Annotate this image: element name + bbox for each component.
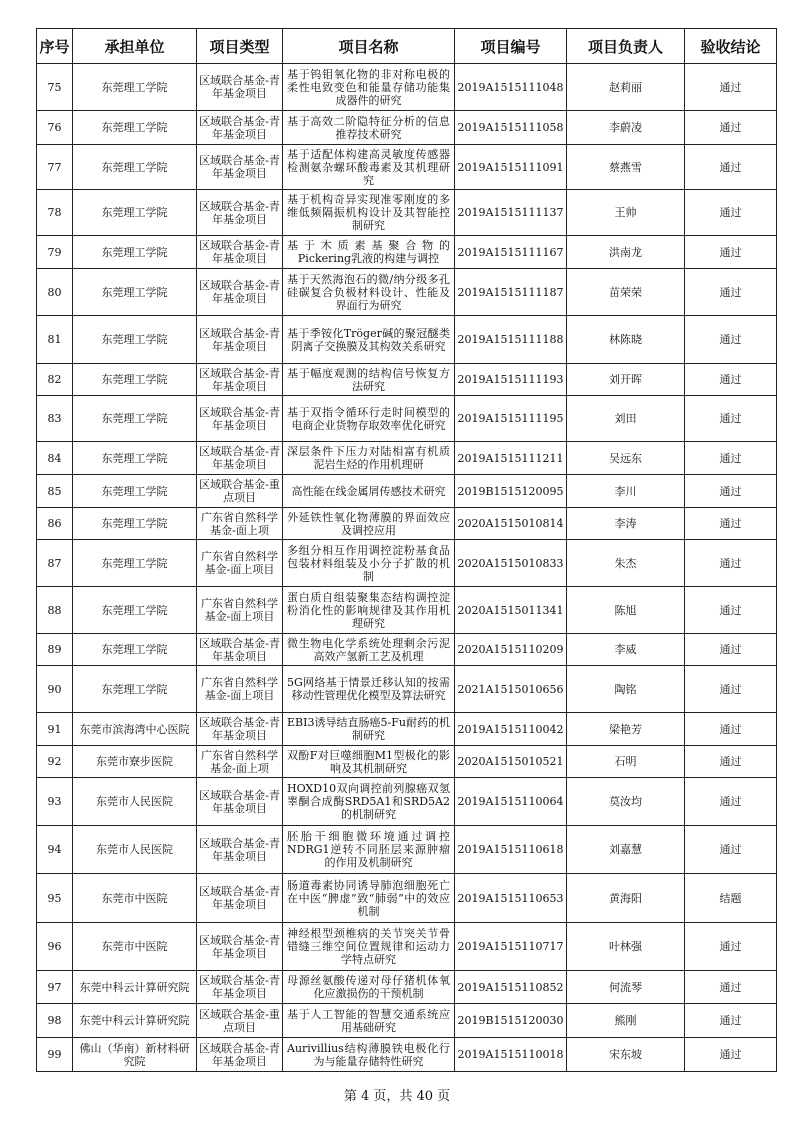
- type-cell: 区域联合基金-青年基金项目: [197, 190, 283, 236]
- name-cell: 外延铁性氧化物薄膜的界面效应及调控应用: [283, 508, 455, 540]
- result-cell: 通过: [685, 778, 777, 826]
- unit-cell: 东莞理工学院: [73, 587, 197, 634]
- leader-cell: 李威: [567, 634, 685, 666]
- code-cell: 2020A1515010814: [455, 508, 567, 540]
- name-cell: 深层条件下压力对陆相富有机质泥岩生烃的作用机理研: [283, 442, 455, 475]
- unit-cell: 东莞市中医院: [73, 874, 197, 923]
- row-number: 94: [37, 826, 73, 874]
- leader-cell: 黄海阳: [567, 874, 685, 923]
- header-cell: 承担单位: [73, 29, 197, 64]
- leader-cell: 李川: [567, 475, 685, 508]
- table-row: [37, 778, 777, 826]
- type-cell: 区域联合基金-青年基金项目: [197, 111, 283, 145]
- code-cell: 2019A1515111211: [455, 442, 567, 475]
- code-cell: 2019A1515111193: [455, 364, 567, 396]
- unit-cell: 东莞理工学院: [73, 666, 197, 713]
- code-cell: 2019A1515110653: [455, 874, 567, 923]
- type-cell: 区域联合基金-青年基金项目: [197, 923, 283, 971]
- row-number: 75: [37, 64, 73, 111]
- name-cell: 5G网络基于情景迁移认知的按需移动性管理优化模型及算法研究: [283, 666, 455, 713]
- type-cell: 区域联合基金-青年基金项目: [197, 145, 283, 190]
- code-cell: 2019A1515111195: [455, 396, 567, 442]
- result-cell: 通过: [685, 746, 777, 778]
- header-cell: 项目名称: [283, 29, 455, 64]
- table-row: [37, 1038, 777, 1072]
- header-cell: 项目负责人: [567, 29, 685, 64]
- result-cell: 通过: [685, 1004, 777, 1038]
- code-cell: 2019A1515111187: [455, 269, 567, 316]
- result-cell: 通过: [685, 508, 777, 540]
- table-row: [37, 1004, 777, 1038]
- name-cell: 基于人工智能的智慧交通系统应用基础研究: [283, 1004, 455, 1038]
- table-row: [37, 269, 777, 316]
- header-cell: 序号: [37, 29, 73, 64]
- result-cell: 通过: [685, 396, 777, 442]
- name-cell: HOXD10双向调控前列腺癌双氢睾酮合成酶SRD5A1和SRD5A2的机制研究: [283, 778, 455, 826]
- name-cell: 蛋白质自组装聚集态结构调控淀粉消化性的影响规律及其作用机理研究: [283, 587, 455, 634]
- type-cell: 区域联合基金-青年基金项目: [197, 826, 283, 874]
- table-row: [37, 540, 777, 587]
- row-number: 81: [37, 316, 73, 364]
- row-number: 91: [37, 713, 73, 746]
- type-cell: 广东省自然科学基金-面上项目: [197, 540, 283, 587]
- result-cell: 通过: [685, 269, 777, 316]
- unit-cell: 东莞理工学院: [73, 236, 197, 269]
- table-row: [37, 236, 777, 269]
- row-number: 85: [37, 475, 73, 508]
- type-cell: 区域联合基金-青年基金项目: [197, 396, 283, 442]
- leader-cell: 刘嘉慧: [567, 826, 685, 874]
- table-row: [37, 475, 777, 508]
- type-cell: 区域联合基金-青年基金项目: [197, 64, 283, 111]
- name-cell: 基于季铵化Tröger碱的聚冠醚类阴离子交换膜及其构效关系研究: [283, 316, 455, 364]
- unit-cell: 东莞理工学院: [73, 111, 197, 145]
- type-cell: 区域联合基金-青年基金项目: [197, 634, 283, 666]
- name-cell: 基于机构奇异实现准零刚度的多维低频隔振机构设计及其智能控制研究: [283, 190, 455, 236]
- result-cell: 通过: [685, 923, 777, 971]
- row-number: 78: [37, 190, 73, 236]
- row-number: 95: [37, 874, 73, 923]
- code-cell: 2019B1515120030: [455, 1004, 567, 1038]
- row-number: 80: [37, 269, 73, 316]
- unit-cell: 佛山（华南）新材料研究院: [73, 1038, 197, 1072]
- type-cell: 区域联合基金-青年基金项目: [197, 316, 283, 364]
- table-row: [37, 713, 777, 746]
- result-cell: 通过: [685, 475, 777, 508]
- unit-cell: 东莞理工学院: [73, 634, 197, 666]
- result-cell: 通过: [685, 587, 777, 634]
- unit-cell: 东莞市中医院: [73, 923, 197, 971]
- code-cell: 2019A1515111058: [455, 111, 567, 145]
- unit-cell: 东莞理工学院: [73, 145, 197, 190]
- leader-cell: 梁艳芳: [567, 713, 685, 746]
- header-cell: 验收结论: [685, 29, 777, 64]
- result-cell: 结题: [685, 874, 777, 923]
- row-number: 96: [37, 923, 73, 971]
- table-row: [37, 364, 777, 396]
- row-number: 82: [37, 364, 73, 396]
- table-row: [37, 508, 777, 540]
- leader-cell: 王帅: [567, 190, 685, 236]
- table-row: [37, 923, 777, 971]
- row-number: 83: [37, 396, 73, 442]
- type-cell: 区域联合基金-青年基金项目: [197, 874, 283, 923]
- code-cell: 2019A1515110064: [455, 778, 567, 826]
- unit-cell: 东莞理工学院: [73, 64, 197, 111]
- result-cell: 通过: [685, 190, 777, 236]
- leader-cell: 苗荣荣: [567, 269, 685, 316]
- row-number: 99: [37, 1038, 73, 1072]
- code-cell: 2019A1515110018: [455, 1038, 567, 1072]
- table-row: [37, 316, 777, 364]
- result-cell: 通过: [685, 540, 777, 587]
- result-cell: 通过: [685, 316, 777, 364]
- row-number: 98: [37, 1004, 73, 1038]
- result-cell: 通过: [685, 364, 777, 396]
- table-row: [37, 64, 777, 111]
- unit-cell: 东莞理工学院: [73, 475, 197, 508]
- row-number: 89: [37, 634, 73, 666]
- leader-cell: 吴远东: [567, 442, 685, 475]
- code-cell: 2021A1515010656: [455, 666, 567, 713]
- leader-cell: 陶铭: [567, 666, 685, 713]
- header-cell: 项目类型: [197, 29, 283, 64]
- table-row: [37, 145, 777, 190]
- name-cell: 基于幅度观测的结构信号恢复方法研究: [283, 364, 455, 396]
- leader-cell: 熊刚: [567, 1004, 685, 1038]
- result-cell: 通过: [685, 826, 777, 874]
- leader-cell: 赵莉丽: [567, 64, 685, 111]
- result-cell: 通过: [685, 111, 777, 145]
- type-cell: 广东省自然科学基金-面上项: [197, 746, 283, 778]
- leader-cell: 何流琴: [567, 971, 685, 1004]
- type-cell: 区域联合基金-青年基金项目: [197, 713, 283, 746]
- code-cell: 2020A1515010833: [455, 540, 567, 587]
- row-number: 79: [37, 236, 73, 269]
- code-cell: 2020A1515110209: [455, 634, 567, 666]
- unit-cell: 东莞理工学院: [73, 190, 197, 236]
- code-cell: 2019A1515111091: [455, 145, 567, 190]
- code-cell: 2019A1515111048: [455, 64, 567, 111]
- type-cell: 区域联合基金-青年基金项目: [197, 364, 283, 396]
- leader-cell: 林陈晓: [567, 316, 685, 364]
- row-number: 97: [37, 971, 73, 1004]
- table-row: [37, 666, 777, 713]
- name-cell: 基于适配体构建高灵敏度传感器检测氨杂螺环酸毒素及其机理研究: [283, 145, 455, 190]
- result-cell: 通过: [685, 236, 777, 269]
- type-cell: 区域联合基金-青年基金项目: [197, 269, 283, 316]
- name-cell: 胚胎干细胞微环境通过调控NDRG1逆转不同胚层来源肿瘤的作用及机制研究: [283, 826, 455, 874]
- code-cell: 2019A1515110042: [455, 713, 567, 746]
- unit-cell: 东莞理工学院: [73, 508, 197, 540]
- unit-cell: 东莞理工学院: [73, 364, 197, 396]
- table-header-row: [37, 29, 777, 64]
- result-cell: 通过: [685, 713, 777, 746]
- code-cell: 2020A1515011341: [455, 587, 567, 634]
- table-row: [37, 587, 777, 634]
- leader-cell: 陈旭: [567, 587, 685, 634]
- table-row: [37, 190, 777, 236]
- name-cell: 高性能在线金属屑传感技术研究: [283, 475, 455, 508]
- row-number: 87: [37, 540, 73, 587]
- name-cell: 多组分相互作用调控淀粉基食品包装材料组装及小分子扩散的机制: [283, 540, 455, 587]
- unit-cell: 东莞理工学院: [73, 540, 197, 587]
- result-cell: 通过: [685, 634, 777, 666]
- name-cell: 肠道毒素协同诱导肺泡细胞死亡在中医“脾虚”致“肺弱”中的效应机制: [283, 874, 455, 923]
- unit-cell: 东莞中科云计算研究院: [73, 1004, 197, 1038]
- name-cell: 基于木质素基聚合物的Pickering乳液的构建与调控: [283, 236, 455, 269]
- leader-cell: 李涛: [567, 508, 685, 540]
- unit-cell: 东莞市滨海湾中心医院: [73, 713, 197, 746]
- unit-cell: 东莞市人民医院: [73, 778, 197, 826]
- name-cell: 母源丝氨酸传递对母仔猪机体氧化应激损伤的干预机制: [283, 971, 455, 1004]
- code-cell: 2020A1515010521: [455, 746, 567, 778]
- code-cell: 2019A1515110618: [455, 826, 567, 874]
- result-cell: 通过: [685, 442, 777, 475]
- name-cell: 基于天然海泡石的微/纳分级多孔硅碳复合负极材料设计、性能及界面行为研究: [283, 269, 455, 316]
- leader-cell: 莫汝均: [567, 778, 685, 826]
- leader-cell: 宋东坡: [567, 1038, 685, 1072]
- leader-cell: 洪南龙: [567, 236, 685, 269]
- type-cell: 区域联合基金-青年基金项目: [197, 442, 283, 475]
- leader-cell: 刘开晖: [567, 364, 685, 396]
- leader-cell: 李蔚凌: [567, 111, 685, 145]
- code-cell: 2019A1515111188: [455, 316, 567, 364]
- result-cell: 通过: [685, 971, 777, 1004]
- code-cell: 2019A1515110717: [455, 923, 567, 971]
- name-cell: Aurivillius结构薄膜铁电极化行为与能量存储特性研究: [283, 1038, 455, 1072]
- leader-cell: 朱杰: [567, 540, 685, 587]
- result-cell: 通过: [685, 64, 777, 111]
- table-row: [37, 826, 777, 874]
- table-row: [37, 746, 777, 778]
- row-number: 76: [37, 111, 73, 145]
- table-row: [37, 874, 777, 923]
- row-number: 90: [37, 666, 73, 713]
- name-cell: 基于高效二阶隐特征分析的信息推荐技术研究: [283, 111, 455, 145]
- row-number: 86: [37, 508, 73, 540]
- type-cell: 区域联合基金-重点项目: [197, 475, 283, 508]
- unit-cell: 东莞理工学院: [73, 396, 197, 442]
- unit-cell: 东莞理工学院: [73, 442, 197, 475]
- table-row: [37, 111, 777, 145]
- name-cell: 基于双指令循环行走时间模型的电商企业货物存取效率优化研究: [283, 396, 455, 442]
- name-cell: 基于钨钼氧化物的非对称电极的柔性电致变色和能量存储功能集成器件的研究: [283, 64, 455, 111]
- row-number: 84: [37, 442, 73, 475]
- unit-cell: 东莞市人民医院: [73, 826, 197, 874]
- result-cell: 通过: [685, 666, 777, 713]
- code-cell: 2019B1515120095: [455, 475, 567, 508]
- code-cell: 2019A1515111167: [455, 236, 567, 269]
- code-cell: 2019A1515111137: [455, 190, 567, 236]
- row-number: 77: [37, 145, 73, 190]
- header-cell: 项目编号: [455, 29, 567, 64]
- name-cell: 双酚F对巨噬细胞M1型极化的影响及其机制研究: [283, 746, 455, 778]
- type-cell: 区域联合基金-青年基金项目: [197, 778, 283, 826]
- table-row: [37, 442, 777, 475]
- leader-cell: 叶林强: [567, 923, 685, 971]
- page-footer: 第 4 页，共 40 页: [343, 1089, 451, 1104]
- leader-cell: 刘田: [567, 396, 685, 442]
- type-cell: 区域联合基金-青年基金项目: [197, 1038, 283, 1072]
- code-cell: 2019A1515110852: [455, 971, 567, 1004]
- leader-cell: 蔡燕雪: [567, 145, 685, 190]
- unit-cell: 东莞中科云计算研究院: [73, 971, 197, 1004]
- type-cell: 广东省自然科学基金-面上项目: [197, 587, 283, 634]
- name-cell: 微生物电化学系统处理剩余污泥高效产氢新工艺及机理: [283, 634, 455, 666]
- unit-cell: 东莞理工学院: [73, 269, 197, 316]
- row-number: 93: [37, 778, 73, 826]
- name-cell: 神经根型颈椎病的关节突关节骨错缝三维空间位置规律和运动力学特点研究: [283, 923, 455, 971]
- type-cell: 区域联合基金-青年基金项目: [197, 236, 283, 269]
- result-cell: 通过: [685, 1038, 777, 1072]
- type-cell: 广东省自然科学基金-面上项目: [197, 666, 283, 713]
- unit-cell: 东莞市寮步医院: [73, 746, 197, 778]
- table-row: [37, 971, 777, 1004]
- table-row: [37, 396, 777, 442]
- type-cell: 广东省自然科学基金-面上项: [197, 508, 283, 540]
- unit-cell: 东莞理工学院: [73, 316, 197, 364]
- type-cell: 区域联合基金-青年基金项目: [197, 971, 283, 1004]
- table-row: [37, 634, 777, 666]
- row-number: 88: [37, 587, 73, 634]
- row-number: 92: [37, 746, 73, 778]
- leader-cell: 石明: [567, 746, 685, 778]
- name-cell: EBI3诱导结直肠癌5-Fu耐药的机制研究: [283, 713, 455, 746]
- type-cell: 区域联合基金-重点项目: [197, 1004, 283, 1038]
- project-acceptance-table: [36, 28, 777, 1072]
- result-cell: 通过: [685, 145, 777, 190]
